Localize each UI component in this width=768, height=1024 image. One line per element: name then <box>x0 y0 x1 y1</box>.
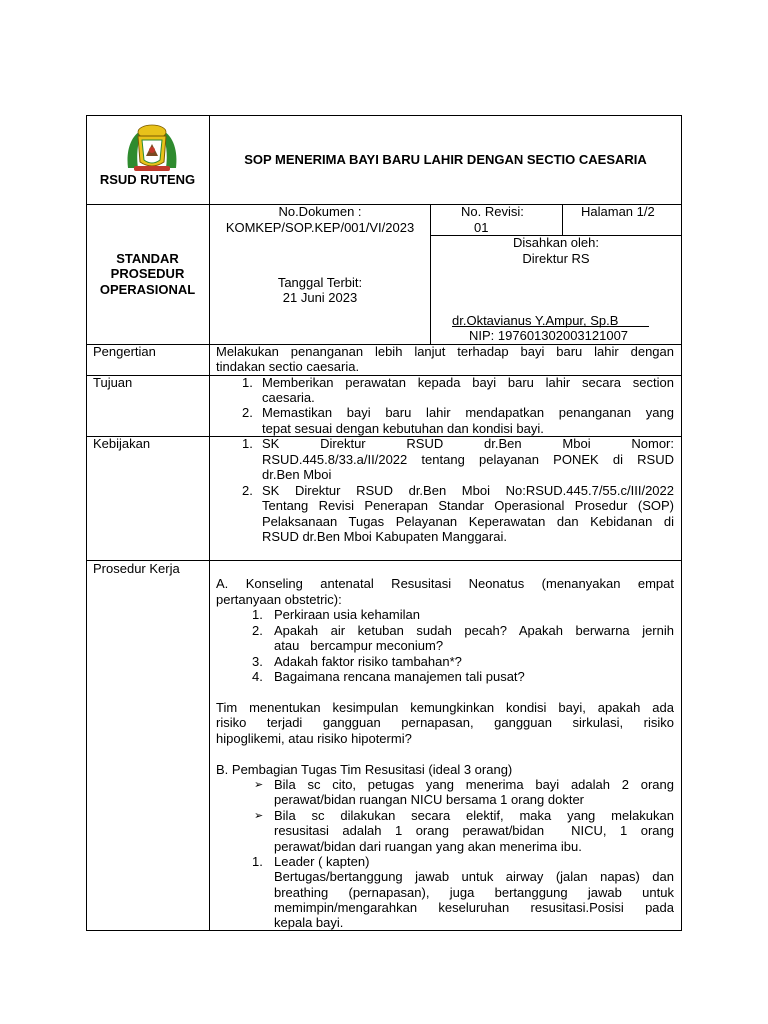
kebijakan-item-2-line-2: Tentang Revisi Penerapan Standar Operasional Prosedur (SOP) <box>262 498 674 513</box>
date-label: Tanggal Terbit: <box>277 275 363 290</box>
table-border-bottom <box>86 930 682 931</box>
table-border-right <box>681 115 682 931</box>
revision-label: No. Revisi: <box>461 204 524 219</box>
meta-vertical-divider <box>430 204 431 345</box>
prosedur-b-bullet-2-line-2: resusitasi adalah 1 orang perawat/bidan NICU, 1 orang <box>274 823 674 838</box>
bullet-arrow-icon: ➢ <box>254 809 264 822</box>
page-label: Halaman 1/2 <box>581 204 655 219</box>
prosedur-a-item-3-num: 3. <box>252 654 263 669</box>
prosedur-b-leader-num: 1. <box>252 854 263 869</box>
prosedur-a-item-2-line-1: Apakah air ketuban sudah pecah? Apakah berwarna jernih <box>274 623 674 638</box>
prosedur-a-item-3-line-1: Adakah faktor risiko tambahan*? <box>274 654 462 669</box>
prosedur-a-item-2-num: 2. <box>252 623 263 638</box>
tujuan-item-1-line-1: Memberikan perawatan kepada bayi baru lahir secara section <box>262 375 674 390</box>
prosedur-a-line-1: A. Konseling antenatal Resusitasi Neonatus (menanyakan empat <box>216 576 674 591</box>
kebijakan-item-2-line-3: Pelaksanaan Tugas Pelayanan Keperawatan dan Kebidanan di <box>262 514 674 529</box>
kebijakan-item-2-line-1: SK Direktur RSUD dr.Ben Mboi No:RSUD.445.7/55.c/III/2022 <box>262 483 674 498</box>
kebijakan-item-2-num: 2. <box>242 483 253 498</box>
approved-label: Disahkan oleh: <box>513 235 599 250</box>
prosedur-team-line-3: hipoglikemi, atau risiko hipotermi? <box>216 731 412 746</box>
kebijakan-item-2-line-4: RSUD dr.Ben Mboi Kabupaten Manggarai. <box>262 529 507 544</box>
prosedur-b-leader-title: Leader ( kapten) <box>274 854 370 869</box>
pengertian-label: Pengertian <box>93 344 156 359</box>
side-label-line-3: OPERASIONAL <box>99 282 196 297</box>
prosedur-a-item-2-line-2: atau bercampur meconium? <box>274 638 444 653</box>
col-divider <box>209 115 210 931</box>
kebijakan-item-1-line-1: SK Direktur RSUD dr.Ben Mboi Nomor: <box>262 436 674 451</box>
prosedur-label: Prosedur Kerja <box>93 561 180 576</box>
tujuan-item-2-num: 2. <box>242 405 253 420</box>
doc-no-label: No.Dokumen : <box>278 204 362 219</box>
kebijakan-label: Kebijakan <box>93 436 151 451</box>
prosedur-b-bullet-1-line-2: perawat/bidan ruangan NICU bersama 1 orang dokter <box>274 792 585 807</box>
prosedur-b-leader-line-3: memimpin/mengarahkan keseluruhan resusitasi.Posisi pada <box>274 900 674 915</box>
tujuan-item-1-num: 1. <box>242 375 253 390</box>
kebijakan-item-1-num: 1. <box>242 436 253 451</box>
table-border-top <box>86 115 682 116</box>
doc-no-value: KOMKEP/SOP.KEP/001/VI/2023 <box>225 220 415 235</box>
hospital-logo <box>124 122 180 174</box>
table-border-left <box>86 115 87 931</box>
hospital-name: RSUD RUTENG <box>99 172 196 187</box>
prosedur-a-line-2: pertanyaan obstetric): <box>216 592 342 607</box>
tujuan-item-1-line-2: caesaria. <box>262 390 315 405</box>
meta-vertical-divider-page <box>562 204 563 235</box>
prosedur-b-leader-line-2: breathing (pernapasan), juga bertanggung jawab untuk <box>274 885 674 900</box>
prosedur-a-item-4-num: 4. <box>252 669 263 684</box>
prosedur-a-item-1-num: 1. <box>252 607 263 622</box>
prosedur-a-item-4-line-1: Bagaimana rencana manajemen tali pusat? <box>274 669 525 684</box>
prosedur-team-line-2: risiko terjadi gangguan pernapasan, gangguan sirkulasi, risiko <box>216 715 674 730</box>
bullet-arrow-icon: ➢ <box>254 778 264 791</box>
tujuan-item-2-line-1: Memastikan bayi baru lahir mendapatkan penanganan yang <box>262 405 674 420</box>
prosedur-a-item-1-line-1: Perkiraan usia kehamilan <box>274 607 420 622</box>
date-value: 21 Juni 2023 <box>282 290 358 305</box>
prosedur-b-bullet-2-line-1: Bila sc dilakukan secara elektif, maka yang melakukan <box>274 808 674 823</box>
prosedur-b-bullet-1-line-1: Bila sc cito, petugas yang menerima bayi adalah 2 orang <box>274 777 674 792</box>
side-label-line-2: PROSEDUR <box>110 266 185 281</box>
signer-name: dr.Oktavianus Y.Ampur, Sp.B <box>452 313 619 328</box>
prosedur-team-line-1: Tim menentukan kesimpulan kemungkinkan kondisi bayi, apakah ada <box>216 700 674 715</box>
tujuan-item-2-line-2: tepat sesuai dengan kebutuhan dan kondisi bayi. <box>262 421 544 436</box>
signer-nip: NIP: 197601302003121007 <box>469 328 629 343</box>
prosedur-b-leader-line-4: kepala bayi. <box>274 915 344 930</box>
revision-value: 01 <box>474 220 489 235</box>
kebijakan-item-1-line-2: RSUD.445.8/33.a/II/2022 tentang pelayanan PONEK di RSUD <box>262 452 674 467</box>
kebijakan-item-1-line-3: dr.Ben Mboi <box>262 467 332 482</box>
side-label-line-1: STANDAR <box>116 251 179 266</box>
pengertian-line-2: tindakan sectio caesaria. <box>216 359 360 374</box>
tujuan-label: Tujuan <box>93 375 133 390</box>
prosedur-b-bullet-2-line-3: perawat/bidan dari ruangan yang akan menerima ibu. <box>274 839 582 854</box>
approved-role: Direktur RS <box>522 251 590 266</box>
sop-title: SOP MENERIMA BAYI BARU LAHIR DENGAN SECTIO CAESARIA <box>244 152 647 167</box>
prosedur-b-title: B. Pembagian Tugas Tim Resusitasi (ideal 3 orang) <box>216 762 513 777</box>
pengertian-line-1: Melakukan penanganan lebih lanjut terhadap bayi baru lahir dengan <box>216 344 674 359</box>
prosedur-b-leader-line-1: Bertugas/bertanggung jawab untuk airway (jalan napas) dan <box>274 869 674 884</box>
